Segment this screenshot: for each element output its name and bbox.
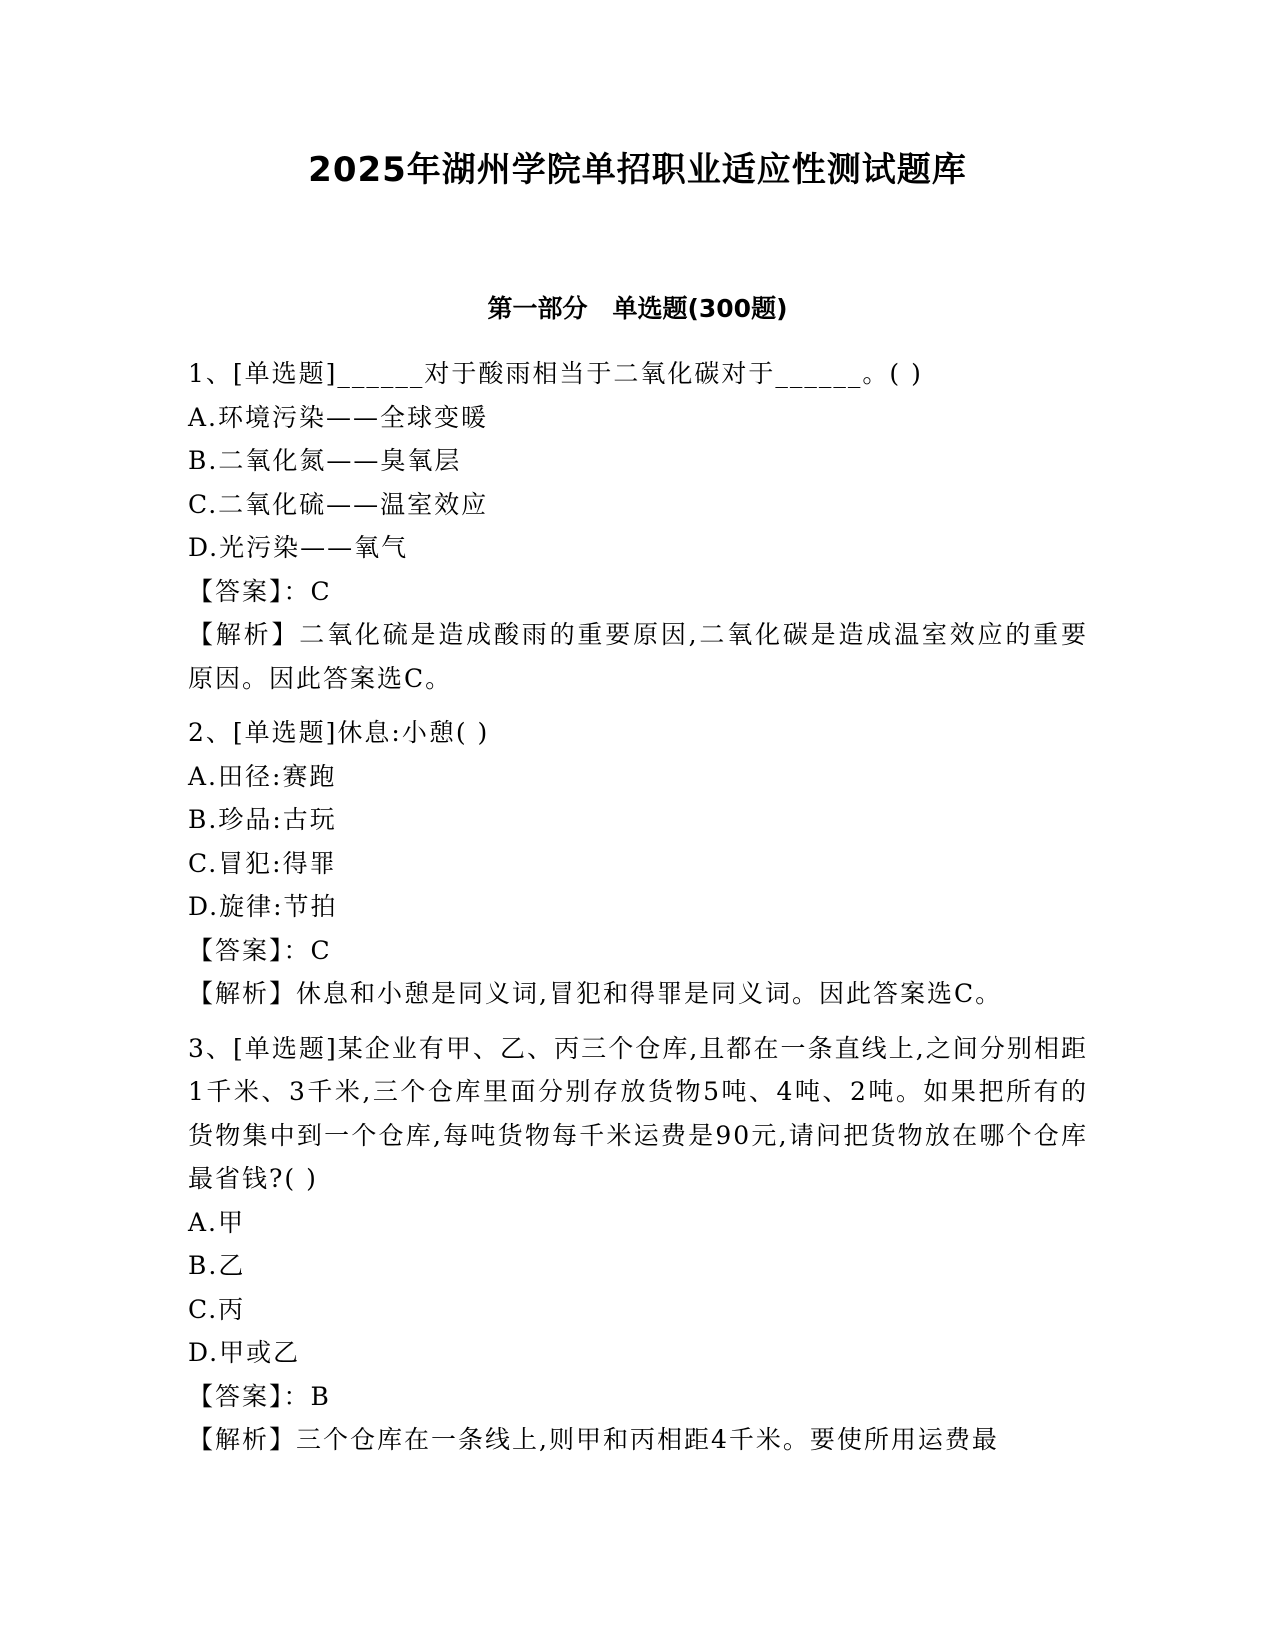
answer-label: 【答案】： xyxy=(188,1381,311,1411)
analysis-line xyxy=(188,972,1088,1016)
option-d: D.光污染——氧气 xyxy=(188,533,409,562)
question-stem: 2、[单选题]休息:小憩( ) xyxy=(188,718,490,747)
analysis-label: 【解析】 xyxy=(188,1425,297,1454)
option-d: D.甲或乙 xyxy=(188,1338,301,1367)
answer-label: 【答案】： xyxy=(188,576,311,606)
answer-value: C xyxy=(310,576,332,606)
answer-value: B xyxy=(310,1381,331,1411)
analysis-line xyxy=(188,1418,1088,1462)
option-a: A.田径:赛跑 xyxy=(188,761,337,791)
question-2 xyxy=(188,711,1088,1016)
option-b: B.乙 xyxy=(188,1251,246,1280)
option-c: C.冒犯:得罪 xyxy=(188,848,337,878)
analysis-text: 二氧化硫是造成酸雨的重要原因,二氧化碳是造成温室效应的重要原因。因此答案选C。 xyxy=(188,620,1088,693)
answer-line xyxy=(188,570,1088,614)
answer-line xyxy=(188,929,1088,973)
option-b: B.珍品:古玩 xyxy=(188,805,337,834)
question-stem: 3、[单选题]某企业有甲、乙、丙三个仓库,且都在一条直线上,之间分别相距1千米、3千米,三个仓库里面分别存放货物5吨、4吨、2吨。如果把所有的货物集中到一个仓库,每吨货物每千米运费是90元,请问把货物放在哪个仓库最省钱?( ) xyxy=(188,1033,1088,1193)
option-c: C.二氧化硫——温室效应 xyxy=(188,489,489,519)
analysis-label: 【解析】 xyxy=(188,620,300,649)
answer-label: 【答案】： xyxy=(188,935,311,965)
answer-value: C xyxy=(310,935,332,965)
option-a: A.甲 xyxy=(188,1207,246,1237)
section-title: 第一部分 单选题(300题) xyxy=(487,294,788,323)
option-a: A.环境污染——全球变暖 xyxy=(188,402,489,432)
question-3 xyxy=(188,1027,1088,1462)
analysis-label: 【解析】 xyxy=(188,979,297,1008)
option-d: D.旋律:节拍 xyxy=(188,892,338,921)
document-title: 2025年湖州学院单招职业适应性测试题库 xyxy=(308,150,967,190)
analysis-line xyxy=(188,613,1088,700)
answer-line xyxy=(188,1375,1088,1419)
question-1 xyxy=(188,352,1088,700)
question-list xyxy=(188,352,1088,1473)
option-c: C.丙 xyxy=(188,1294,246,1324)
question-stem: 1、[单选题]______对于酸雨相当于二氧化碳对于______。( ) xyxy=(188,359,923,388)
analysis-text: 三个仓库在一条线上,则甲和丙相距4千米。要使所用运费最 xyxy=(296,1425,999,1454)
analysis-text: 休息和小憩是同义词,冒犯和得罪是同义词。因此答案选C。 xyxy=(296,979,1003,1008)
option-b: B.二氧化氮——臭氧层 xyxy=(188,446,462,475)
